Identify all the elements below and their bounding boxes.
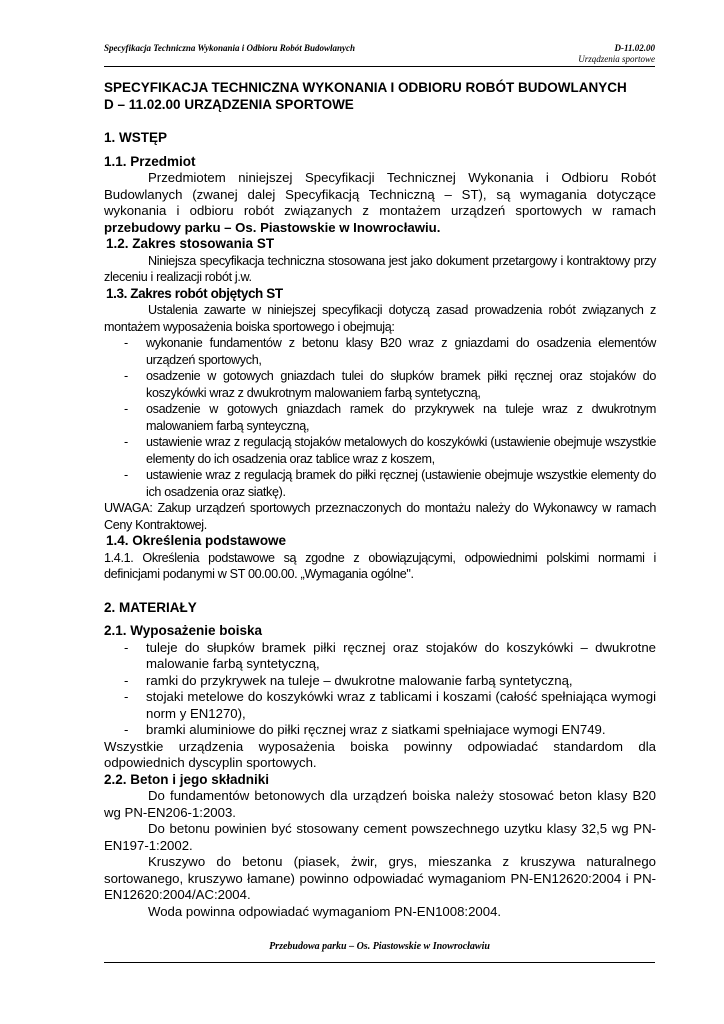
subsection-1-4-heading: 1.4. Określenia podstawowe	[106, 533, 287, 548]
subsection-1-3-heading: 1.3. Zakres robót objętych ST	[106, 285, 283, 301]
header-divider	[104, 66, 655, 67]
subsection-1-2-heading: 1.2. Zakres stosowania ST	[106, 236, 275, 251]
project-name: przebudowy parku – Os. Piastowskie w Inowrocławiu.	[104, 219, 441, 235]
subsection-1-4-paragraph: 1.4.1. Określenia podstawowe są zgodne z obowiązującymi, odpowiednimi polskimi normami i definicjami podanymi w ST 00.00.00. „Wymagania ogólne".	[104, 550, 656, 581]
subsection-2-1-heading: 2.1. Wyposażenie boiska	[104, 623, 263, 638]
note-paragraph: UWAGA: Zakup urządzeń sportowych przeznaczonych do montażu należy do Wykonawcy w ramach Ceny Kontraktowej.	[104, 501, 656, 532]
list-item: - osadzenie w gotowych gniazdach tulei do słupków bramek piłki ręcznej oraz stojaków do koszykówki wraz z dwukrotnym malowaniem farbą syntetyczną,	[146, 368, 656, 401]
subsection-2-1-paragraph: Wszystkie urządzenia wyposażenia boiska powinny odpowiadać standardom dla odpowiednich dyscyplin sportowych.	[104, 738, 656, 770]
subsection-1-1-paragraph	[104, 170, 656, 236]
list-item: - tuleje do słupków bramek piłki ręcznej oraz stojaków do koszykówki – dwukrotne malowanie farbą syntetyczną,	[146, 640, 656, 673]
subsection-1-3-body	[104, 302, 656, 533]
concrete-class-paragraph: Do fundamentów betonowych dla urządzeń boiska należy stosować beton klasy B20 wg PN-EN206-1:2003.	[104, 788, 656, 820]
document-body	[104, 80, 656, 920]
cement-paragraph: Do betonu powinien być stosowany cement powszechnego uzytku klasy 32,5 wg PN-EN197-1:2002.	[104, 821, 656, 853]
header-code: D-11.02.00	[614, 43, 655, 53]
list-item: - ustawienie wraz z regulacją bramek do piłki ręcznej (ustawienie obejmuje wszystkie elementy do ich osadzenia oraz siatkę).	[146, 467, 656, 500]
section-2-heading: 2. MATERIAŁY	[104, 599, 197, 615]
footer-divider	[104, 962, 655, 963]
subsection-1-1-heading: 1.1. Przedmiot	[104, 153, 196, 169]
equipment-list	[104, 640, 656, 739]
header-subject: Urządzenia sportowe	[578, 54, 655, 64]
subsection-1-3-paragraph: Ustalenia zawarte w niniejszej specyfikacji dotyczą zasad prowadzenia robót związanych z montażem wyposażenia boiska sportowego i obejmują:	[104, 303, 656, 334]
page-footer: Przebudowa parku – Os. Piastowskie w Inowrocławiu	[269, 941, 490, 952]
section-1-heading: 1. WSTĘP	[104, 130, 168, 145]
list-item: - bramki aluminiowe do piłki ręcznej wraz z siatkami spełniajace wymogi EN749.	[146, 722, 656, 739]
subsection-1-1-text: Przedmiotem niniejszej Specyfikacji Technicznej Wykonania i Odbioru Robót Budowlanych (zwanej dalej Specyfikacją Techniczną – ST), są wymagania dotyczące wykonania i odbioru robót związanych z montażem urządzeń sportowych w ramach	[104, 170, 656, 218]
list-item: - wykonanie fundamentów z betonu klasy B20 wraz z gniazdami do osadzenia elementów urządzeń sportowych,	[146, 335, 656, 368]
list-item: - osadzenie w gotowych gniazdach ramek do przykrywek na tuleje wraz z dwukrotnym malowaniem farbą synteyczną,	[146, 401, 656, 434]
works-scope-list	[104, 335, 656, 500]
document-title-line-1: SPECYFIKACJA TECHNICZNA WYKONANIA I ODBIORU ROBÓT BUDOWLANYCH	[104, 80, 627, 95]
header-document-title: Specyfikacja Techniczna Wykonania i Odbioru Robót Budowlanych	[104, 43, 356, 53]
list-item: - ramki do przykrywek na tuleje – dwukrotne malowanie farbą syntetyczną,	[146, 673, 656, 690]
water-paragraph: Woda powinna odpowiadać wymaganiom PN-EN1008:2004.	[148, 903, 502, 919]
document-title-line-2: D – 11.02.00 URZĄDZENIA SPORTOWE	[104, 96, 354, 112]
subsection-2-2-heading: 2.2. Beton i jego składniki	[104, 771, 270, 787]
subsection-1-2-paragraph: Niniejsza specyfikacja techniczna stosowana jest jako dokument przetargowy i kontraktowy przy zleceniu i realizacji robót j.w.	[104, 253, 656, 284]
list-item: - ustawienie wraz z regulacją stojaków metalowych do koszykówki (ustawienie obejmuje wszystkie elementy do ich osadzenia oraz tablice wraz z koszem,	[146, 434, 656, 467]
list-item: - stojaki metelowe do koszykówki wraz z tablicami i koszami (całość spełniająca wymogi norm y EN1270),	[146, 689, 656, 722]
aggregate-paragraph: Kruszywo do betonu (piasek, żwir, grys, mieszanka z kruszywa naturalnego sortowanego, kruszywo łamane) powinno odpowiadać wymaganiom PN-EN12620:2004 i PN-EN12620:2004/AC:2004.	[104, 854, 656, 902]
